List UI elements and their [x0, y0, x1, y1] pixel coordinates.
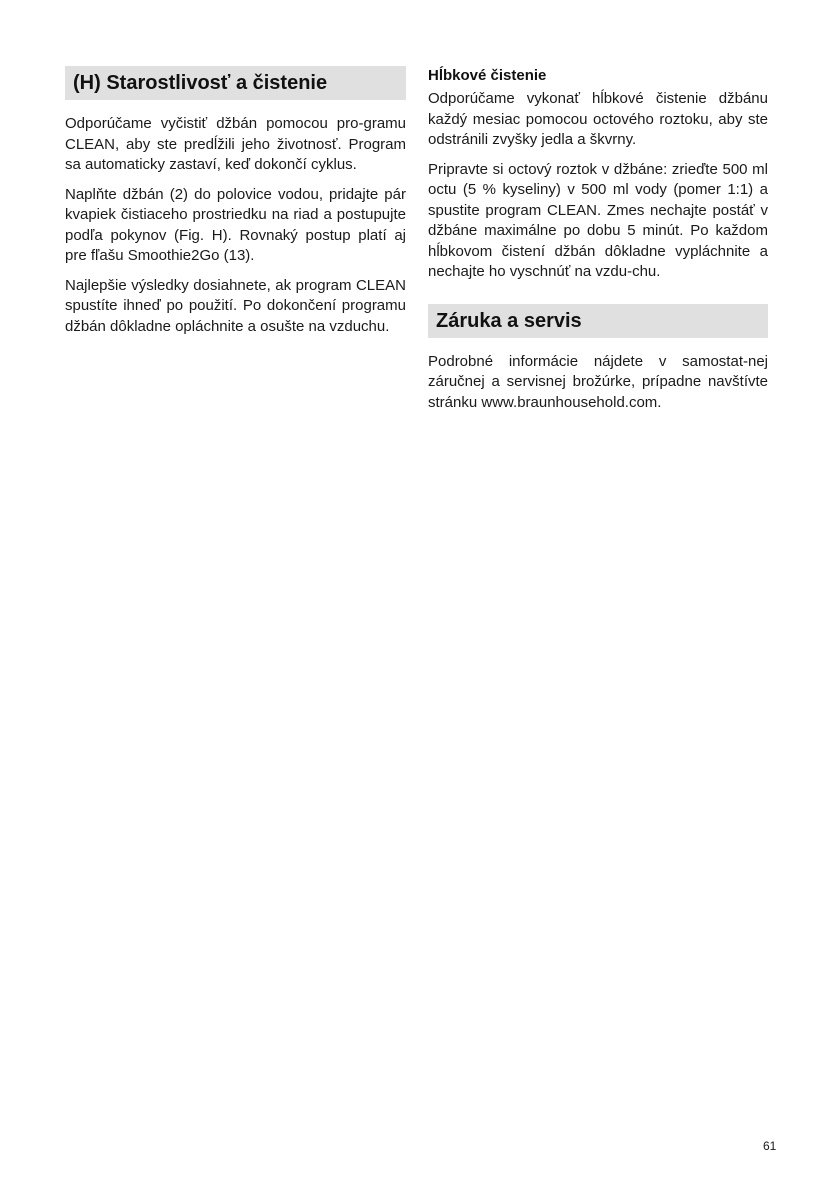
page-number: 61: [763, 1139, 777, 1153]
care-paragraph-2: Naplňte džbán (2) do polovice vodou, pridajte pár kvapiek čistiaceho prostriedku na riad a postupujte podľa pokynov (Fig. H). Rovnaký postup platí aj pre fľašu Smoothie2Go (13).: [65, 185, 406, 264]
warranty-service-heading: Záruka a servis: [428, 304, 768, 338]
right-column: [428, 66, 768, 422]
care-paragraph-1: Odporúčame vyčistiť džbán pomocou pro-gramu CLEAN, aby ste predĺžili jeho životnosť. Program sa automaticky zastaví, keď dokončí cyklus.: [65, 115, 406, 173]
deep-cleaning-paragraph-1: Odporúčame vykonať hĺbkové čistenie džbánu každý mesiac pomocou octového roztoku, aby ste odstránili zvyšky jedla a škvrny.: [428, 90, 768, 148]
care-paragraph-3: Najlepšie výsledky dosiahnete, ak program CLEAN spustíte ihneď po použití. Po dokončení programu džbán dôkladne opláchnite a osušte na vzduchu.: [65, 276, 406, 335]
care-cleaning-heading: (H) Starostlivosť a čistenie: [65, 66, 406, 100]
deep-cleaning-paragraph-2: Pripravte si octový roztok v džbáne: zrieďte 500 ml octu (5 % kyseliny) v 500 ml vody (pomer 1:1) a spustite program CLEAN. Zmes nechajte postáť v džbáne maximálne po dobu 5 minút. Po každom hĺbkovom čistení džbán dôkladne vypláchnite a nechajte ho vyschnúť na vzdu-chu.: [428, 160, 768, 280]
warranty-paragraph: Podrobné informácie nájdete v samostat-nej záručnej a servisnej brožúrke, prípadne navštívte stránku www.braunhousehold.com.: [428, 352, 768, 411]
left-column: [65, 66, 406, 346]
deep-cleaning-subheading: Hĺbkové čistenie: [428, 67, 547, 84]
